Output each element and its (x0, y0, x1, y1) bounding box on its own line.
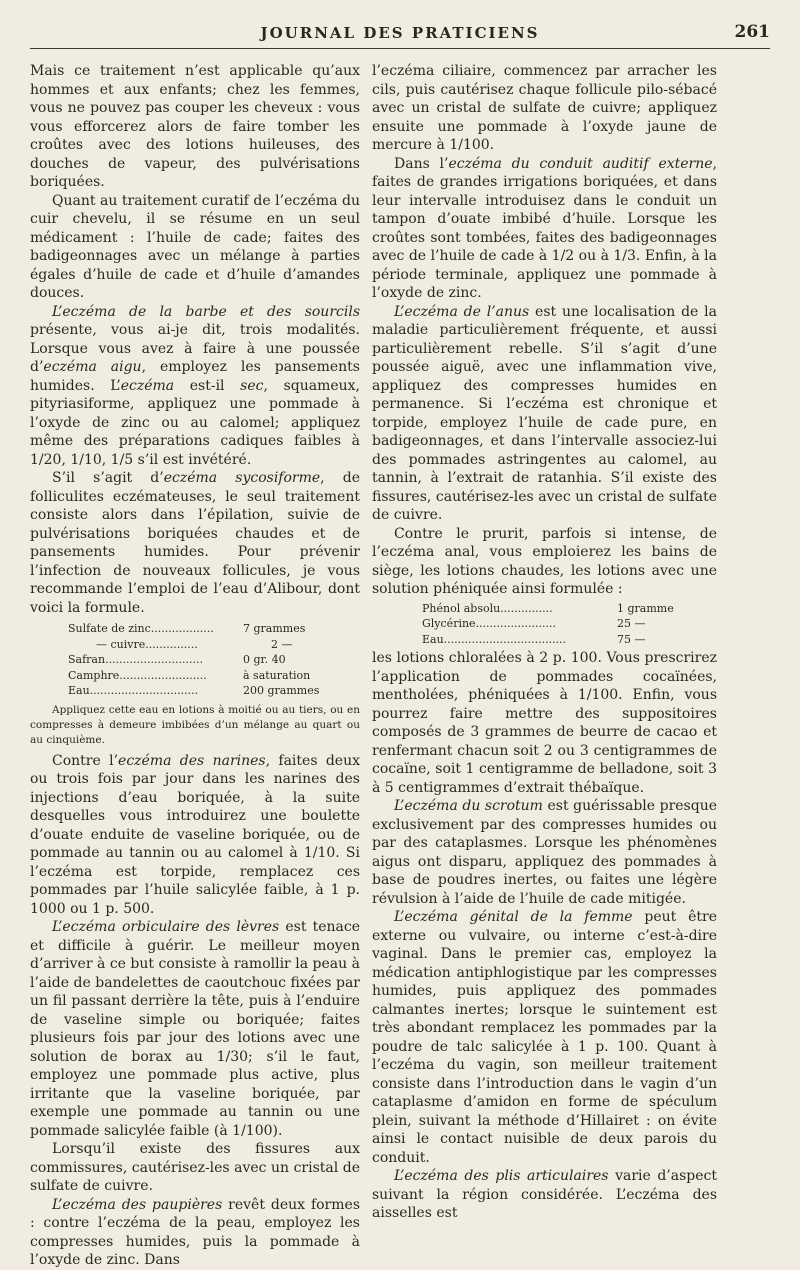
text-run: , squameux, pityriasiforme, appliquez une pommade à l’oxyde de zinc ou au calomel; appliquez même des préparations cadiques faibles à 1/20, 1/10, 1/5 s’il est invétéré. (30, 377, 360, 468)
ingredient-name: Safran............................ (68, 653, 203, 666)
emphasis: eczéma (120, 377, 175, 394)
paragraph: Contre le prurit, parfois si intense, de l’eczéma anal, vous emploierez les bains de siège, les lotions chaudes, les lotions avec une solution phéniquée ainsi formulée : (372, 525, 717, 597)
emphasis: eczéma aigu (43, 359, 142, 375)
formula-row (422, 601, 717, 617)
emphasis: L’eczéma de l’anus (394, 303, 530, 320)
text-run: est-il (174, 377, 241, 394)
paragraph (30, 918, 360, 1140)
formula-phenol (422, 601, 717, 648)
ingredient-qty: à saturation (243, 668, 311, 682)
paragraph (372, 797, 717, 908)
paragraph: les lotions chloralées à 2 p. 100. Vous prescrirez l’application de pommades cocaïnées, mentholées, phéniquées à 1/100. Enfin, vous pourrez faire mettre des suppositoires composés de 3 grammes de beurre de cacao et renfermant chacun soit 2 ou 3 centigrammes de cocaïne, soit 1 centigramme de belladone, soit 3 à 5 centigrammes d’extrait thébaïque. (372, 650, 717, 796)
text-run: revêt deux formes : contre l’eczéma de la peau, employez les compresses humides, puis la pommade à l’oxyde de zinc. Dans (30, 1196, 360, 1268)
right-column (372, 62, 717, 1223)
recipe-row (68, 668, 360, 684)
text-run: est une localisation de la maladie particulièrement fréquente, et aussi particulièrement rebelle. S’il s’agit d’une poussée aiguë, avec une inflammation vive, appliquez des compresses humides en permanence. Si l’eczéma est chronique et torpide, employez l’huile de cade pure, en badigeonnages, et dans l’intervalle associez-lui des pommades astringentes au calomel, au tannin, à l’extrait de ratanhia. S’il existe des fissures, cautérisez-les avec un cristal de sulfate de cuivre. (372, 303, 717, 523)
ingredient-qty: 200 grammes (243, 684, 320, 697)
recipe-row (68, 652, 360, 668)
paragraph: Mais ce traitement n’est applicable qu’aux hommes et aux enfants; chez les femmes, vous ne pouvez pas couper les cheveux : vous vous efforcerez alors de faire tomber les croûtes avec des lotions huileuses, des douches de vapeur, des pulvérisations boriquées. (30, 63, 360, 190)
ingredient-qty: 2 — (271, 637, 293, 651)
text-run: varie d’aspect suivant la région considérée. L’eczéma des aisselles est (372, 1168, 717, 1221)
paragraph (30, 1196, 360, 1270)
left-column (30, 62, 360, 1270)
text-run: est guérissable presque exclusivement par des compresses humides ou par des cataplasmes. Lorsque les phénomènes aigus ont disparu, appliquez des pommades à base de poudres inertes, ou faites une légère révulsion à l’aide de l’huile de cade mitigée. (372, 798, 717, 907)
ingredient-name: Sulfate de zinc.................. (68, 622, 214, 635)
recipe-row (68, 683, 360, 699)
recipe-row (68, 637, 360, 653)
ingredient-name: Eau................................... (422, 632, 567, 646)
paragraph: Quant au traitement curatif de l’eczéma du cuir chevelu, il se résume en un seul médicament : l’huile de cade; faites des badigeonnages avec un mélange à parties égales d’huile de cade et d’huile d’amandes douces. (30, 192, 360, 301)
ingredient-qty: 0 gr. 40 (243, 653, 286, 666)
paragraph (30, 752, 360, 919)
paragraph (30, 469, 360, 617)
ingredient-qty: 25 — (617, 617, 646, 630)
page-number: 261 (734, 22, 770, 42)
paragraph: l’eczéma ciliaire, commencez par arracher les cils, puis cautérisez chaque follicule pilo-sébacé avec un cristal de sulfate de cuivre; appliquez ensuite une pommade à l’oxyde jaune de mercure à 1/100. (372, 63, 717, 153)
text-run: , faites de grandes irrigations boriquées, et dans leur intervalle introduisez dans le conduit un tampon d’ouate imbibé d’huile. Lorsque les croûtes sont tombées, faites des badigeonnages avec de l’huile de cade à 1/2 ou à 1/3. Enfin, à la période terminale, appliquez une pommade à l’oxyde de zinc. (372, 155, 717, 301)
paragraph (372, 1167, 717, 1223)
emphasis: L’eczéma de la barbe et des sourcils (52, 303, 360, 320)
text-run: peut être externe ou vulvaire, ou interne c’est-à-dire vaginal. Dans le premier cas, employez la médication antiphlogistique par les compresses humides, puis appliquez des pommades calmantes inertes; lorsque le suintement est très abondant remplacez les pommades par la poudre de talc salicylée à 1 p. 100. Quant à l’eczéma du vagin, son meilleur traitement consiste dans l’introduction dans le vagin d’un cataplasme d’amidon en forme de spéculum plein, suivant la méthode d’Hillairet : on évite ainsi le contact nuisible de deux parois du conduit. (372, 909, 717, 1166)
text-run: , faites deux ou trois fois par jour dans les narines des injections d’eau boriquée, à la suite desquelles vous introduirez une boulette d’ouate enduite de vaseline boriquée, ou de pommade au tannin ou au calomel à 1/10. Si l’eczéma est torpide, remplacez ces pommades par l’huile salicylée faible, à 1 p. 1000 ou 1 p. 500. (30, 752, 361, 917)
text-run: , employez les pansements humides. L’ (30, 359, 360, 394)
running-head: JOURNAL DES PRATICIENS (260, 24, 540, 42)
paragraph (30, 303, 360, 470)
text-run: Contre l’ (52, 752, 119, 769)
paragraph (372, 908, 717, 1167)
text-run: S’il s’agit d’ (52, 470, 164, 486)
paragraph: Lorsqu’il existe des fissures aux commissures, cautérisez-les avec un cristal de sulfate de cuivre. (30, 1141, 360, 1194)
emphasis: L’eczéma du scrotum (394, 798, 543, 814)
ingredient-qty: 75 — (617, 632, 646, 646)
emphasis: eczéma des narines (118, 752, 266, 769)
text-run: présente, vous ai-je dit, trois modalités. Lorsque vous avez à faire à une poussée d’ (30, 322, 360, 375)
ingredient-name: Phénol absolu............... (422, 601, 553, 615)
formula-row (422, 616, 717, 632)
recipe-row (68, 621, 360, 637)
emphasis: eczéma du conduit auditif externe (448, 155, 713, 172)
ingredient-name: — cuivre............... (96, 637, 198, 651)
emphasis: eczéma sycosiforme (163, 470, 321, 486)
ingredient-name: Glycérine....................... (422, 617, 556, 630)
paragraph (372, 303, 717, 525)
ingredient-qty: 1 gramme (617, 601, 674, 615)
ingredient-name: Eau............................... (68, 684, 199, 697)
recipe-note: Appliquez cette eau en lotions à moitié ou au tiers, ou en compresses à demeure imbibées d’un mélange au quart ou au cinquième. (30, 703, 360, 746)
emphasis: L’eczéma des plis articulaires (394, 1168, 609, 1184)
ingredient-name: Camphre......................... (68, 668, 207, 682)
recipe-alibour (68, 621, 360, 699)
page-header (30, 22, 770, 49)
emphasis: L’eczéma des paupières (52, 1196, 223, 1213)
formula-row (422, 632, 717, 648)
text-run: est tenace et difficile à guérir. Le meilleur moyen d’arriver à ce but consiste à ramollir la peau à l’aide de bandelettes de caoutchouc fixées par un fil passant derrière la tête, puis à l’enduire de vaseline simple ou boriquée; faites plusieurs fois par jour des lotions avec une solution de borax au 1/30; s’il le faut, employez une pommade plus active, plus irritante que la vaseline boriquée, par exemple une pommade au tannin ou une pommade salicylée faible (à 1/100). (30, 919, 360, 1139)
text-run: , de folliculites eczémateuses, le seul traitement consiste alors dans l’épilation, suivie de pulvérisations boriquées chaudes et de pansements humides. Pour prévenir l’infection de nouveaux follicules, je vous recommande l’emploi de l’eau d’Alibour, dont voici la formule. (30, 470, 361, 616)
ingredient-qty: 7 grammes (243, 622, 306, 635)
paragraph (372, 155, 717, 303)
emphasis: L’eczéma orbiculaire des lèvres (52, 919, 280, 935)
text-run: Dans l’ (394, 155, 449, 172)
emphasis: L’eczéma génital de la femme (394, 909, 633, 925)
emphasis: sec (240, 377, 264, 394)
